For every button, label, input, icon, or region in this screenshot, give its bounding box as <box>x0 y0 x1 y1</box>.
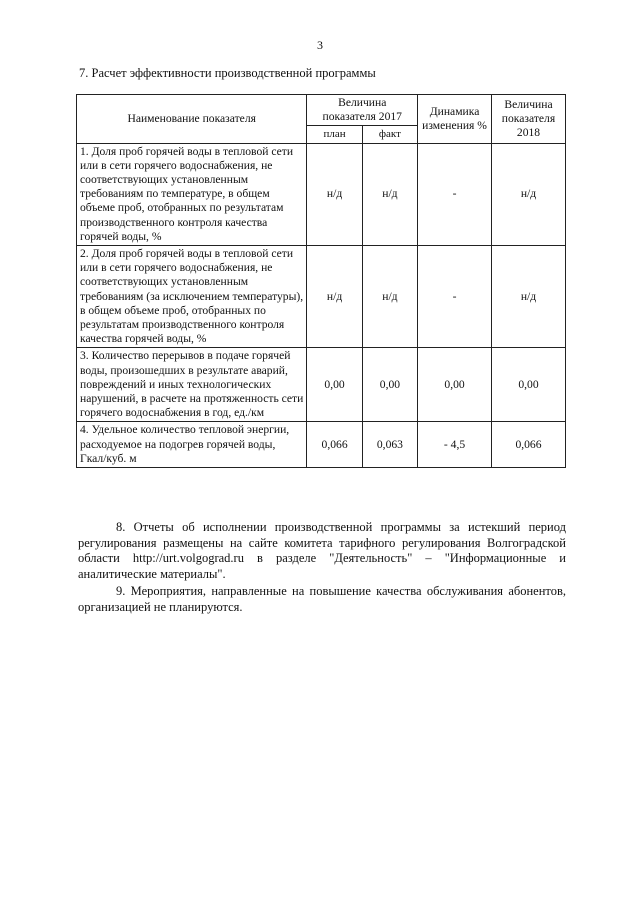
row-plan-value: 0,00 <box>307 348 362 422</box>
header-dynamics: Динамика изменения % <box>418 95 492 144</box>
table-row <box>77 348 566 422</box>
header-value-2017: Величина показателя 2017 <box>307 95 418 126</box>
row-indicator-name: 1. Доля проб горячей воды в тепловой сети или в сети горячего водоснабжения, не соответствующих установленным требованиям по температуре, в общем объеме проб, отобранных по результатам производственного контроля качества горячей воды, % <box>77 143 307 245</box>
paragraph-measures: 9. Мероприятия, направленные на повышение качества обслуживания абонентов, организацией не планируются. <box>78 584 566 614</box>
row-2018-value: 0,00 <box>491 348 565 422</box>
row-indicator-name: 4. Удельное количество тепловой энергии, расходуемое на подогрев горячей воды, Гкал/куб. м <box>77 422 307 468</box>
row-2018-value: н/д <box>491 143 565 245</box>
row-indicator-name: 3. Количество перерывов в подаче горячей воды, произошедших в результате аварий, повреждений и иных технологических нарушений, в расчете на протяженность сети горячего водоснабжения в год, ед./км <box>77 348 307 422</box>
row-2018-value: 0,066 <box>491 422 565 468</box>
table-row <box>77 143 566 245</box>
row-dynamics-value: - 4,5 <box>418 422 492 468</box>
header-value-2018: Величина показателя 2018 <box>491 95 565 144</box>
section-heading: 7. Расчет эффективности производственной программы <box>79 66 376 80</box>
table-row <box>77 246 566 348</box>
header-indicator-name: Наименование показателя <box>77 95 307 144</box>
header-plan: план <box>307 126 362 143</box>
row-fact-value: н/д <box>362 246 417 348</box>
row-plan-value: н/д <box>307 246 362 348</box>
row-fact-value: 0,00 <box>362 348 417 422</box>
table-row <box>77 422 566 468</box>
row-indicator-name: 2. Доля проб горячей воды в тепловой сети или в сети горячего водоснабжения, не соответствующих установленным требованиям (за исключением температуры), в общем объеме проб, отобранных по результатам производственного контроля качества горячей воды, % <box>77 246 307 348</box>
header-fact: факт <box>362 126 417 143</box>
table-header-row <box>77 95 566 126</box>
row-dynamics-value: - <box>418 246 492 348</box>
row-2018-value: н/д <box>491 246 565 348</box>
row-plan-value: 0,066 <box>307 422 362 468</box>
paragraph-reports: 8. Отчеты об исполнении производственной программы за истекший период регулирования размещены на сайте комитета тарифного регулирования Волгоградской области http://urt.volgograd.ru в разделе "Деятельность" – "Информационные и аналитические материалы". <box>78 520 566 581</box>
row-fact-value: н/д <box>362 143 417 245</box>
row-plan-value: н/д <box>307 143 362 245</box>
row-fact-value: 0,063 <box>362 422 417 468</box>
indicators-table <box>76 94 566 468</box>
row-dynamics-value: 0,00 <box>418 348 492 422</box>
page-number: 3 <box>317 38 323 52</box>
row-dynamics-value: - <box>418 143 492 245</box>
